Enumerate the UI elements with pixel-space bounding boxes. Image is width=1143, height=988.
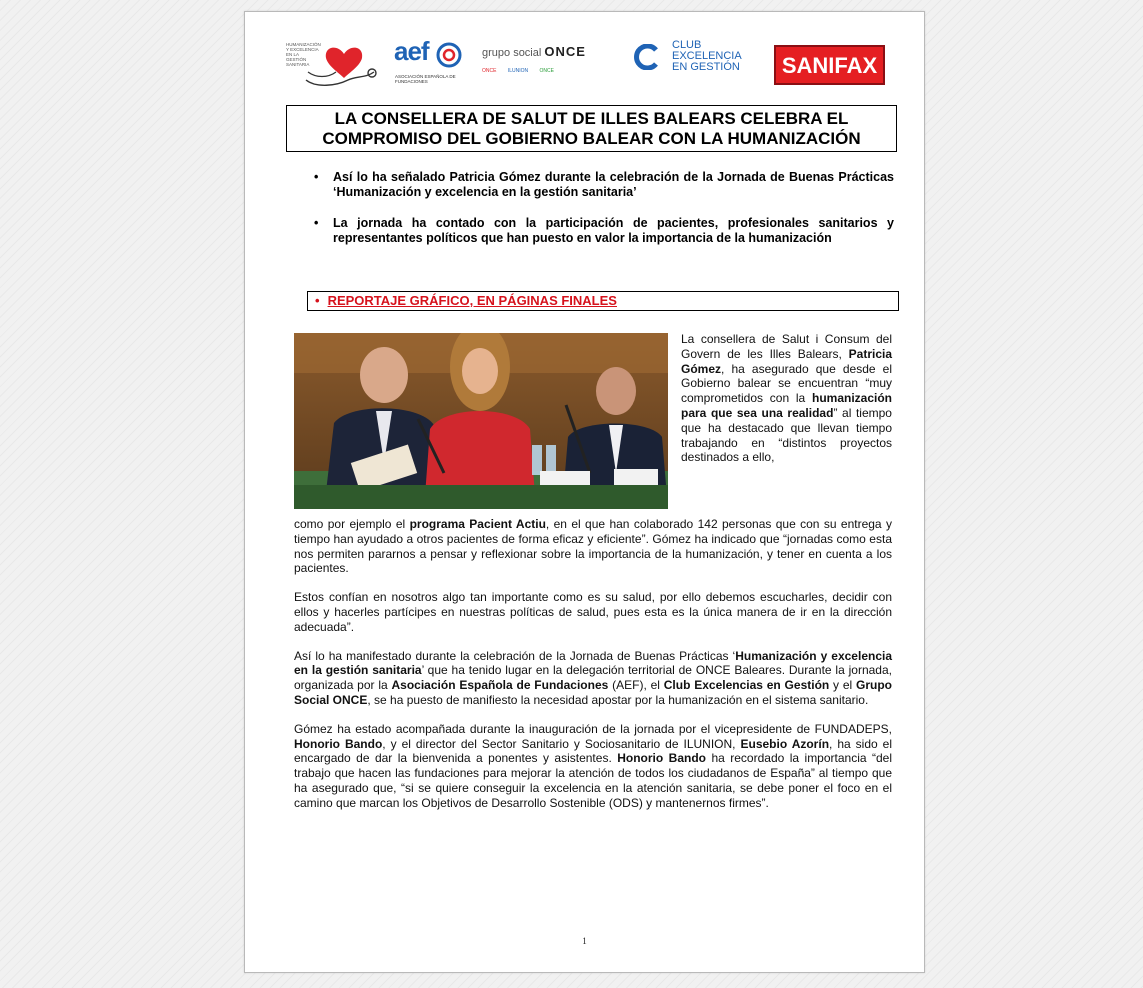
text-run: ’ que ha tenido lugar en la delegación territorial de ONCE Baleares. Durante la jornada, organizada por la [294,663,892,693]
text-run: y el [829,678,856,693]
fundaciones-logo [286,42,382,88]
text-run: , se ha puesto de manifiesto la necesidad apostar por la humanización en el sistema sanitario. [367,692,869,707]
report-bullet: • [315,293,320,308]
text-run: , ha asegurado que desde el Gobierno balear se encuentran “muy comprometidos con la [681,361,892,406]
once-sub-brand: ONCE [539,68,554,74]
club-excelencia-text: CLUB EXCELENCIA EN GESTIÓN [672,39,742,73]
text-run: como por ejemplo el [294,517,410,531]
article-paragraph: Estos confían en nosotros algo tan importante como es su salud, por ello debemos escucharles, decidir con ellos y hacerles partícipes en nuestras políticas de salud, pues esta es la única manera de ir en la dirección adecuada”. [294,590,892,634]
grupo-social-once-logo [482,44,622,84]
club-excelencia-logo [634,38,764,84]
fundaciones-logo-text: HUMANIZACIÓN Y EXCELENCIA EN LA GESTIÓN SANITARIA [286,42,321,67]
text-run: , en el que han colaborado 142 personas que con su entrega y tiempo han ayudado a otros pacientes de forma eficaz y eficiente”. Gómez ha indicado que “jornadas como esta nos permiten pararnos a pensar y reflexionar sobre la importancia de la humanización, y tener en cuenta a los pacientes. [294,517,892,576]
event-photo [294,333,668,509]
headline: LA CONSELLERA DE SALUT DE ILLES BALEARS CELEBRA EL COMPROMISO DEL GOBIERNO BALEAR CON LA HUMANIZACIÓN [286,105,897,152]
text-run: ” al tiempo que ha destacado que llevan tiempo trabajando en “distintos proyectos destinados a ello, [681,405,892,465]
event-photo-illustration [294,333,668,509]
text-bold: humanización para que sea una realidad [681,391,892,420]
article-intro-column [681,332,892,465]
document-page [244,11,925,973]
once-prefix: grupo social [482,47,542,59]
text-bold: Eusebio Azorín [740,736,830,751]
text-bold: Honorio Bando [294,736,383,751]
once-sub-brands [482,68,564,74]
aef-logo-text: aef [394,36,429,66]
text-bold: Grupo Social ONCE [294,678,892,707]
text-run: (AEF), el [608,678,664,693]
aef-logo [394,38,464,90]
article-body [294,517,892,825]
summary-bullet: • Así lo ha señalado Patricia Gómez durante la celebración de la Jornada de Buenas Prácticas ‘Humanización y excelencia en la gestión sanitaria’ [314,170,894,200]
text-run: Así lo ha manifestado durante la celebración de la Jornada de Buenas Prácticas ‘ [294,648,736,663]
text-bold: Honorio Bando [617,751,707,766]
text-run: , y el director del Sector Sanitario y Sociosanitario de ILUNION, [382,736,741,751]
page-number: 1 [582,936,587,946]
aef-logo-subtitle: ASOCIACIÓN ESPAÑOLA DE FUNDACIONES [395,74,456,84]
club-ring-icon [634,44,660,70]
summary-bullet: • La jornada ha contado con la participación de pacientes, profesionales sanitarios y representantes políticos que han puesto en valor la importancia de la humanización [314,216,894,246]
heart-stethoscope-icon [286,42,382,88]
photo-report-banner [307,291,899,311]
article-paragraph [294,517,892,576]
text-bold: programa Pacient Actiu [409,517,546,531]
summary-bullets [314,170,894,262]
text-run: Gómez ha estado acompañada durante la inauguración de la jornada por el vicepresidente de FUNDADEPS, [294,721,892,736]
text-bold: Patricia Gómez [681,346,892,376]
once-sub-brand: ONCE [482,68,497,74]
sanifax-logo: SANIFAX [774,45,885,85]
article-paragraph [294,649,892,708]
once-name: ONCE [544,44,586,59]
aef-swirl-icon [434,40,464,70]
text-run: La consellera de Salut i Consum del Govern de les Illes Balears, [681,332,892,361]
logo-strip [286,38,886,92]
once-sub-brand: ILUNION [507,68,529,74]
article-paragraph [294,722,892,811]
text-bold: Club Excelencias en Gestión [663,678,830,693]
text-bold: Asociación Española de Fundaciones [391,678,609,693]
text-bold: Humanización y excelencia en la gestión sanitaria [294,648,892,678]
text-run: ha recordado la importancia “del trabajo que hacen las fundaciones para mejorar la atención de todos los ciudadanos de España” al tiempo que ha asegurado que, “si se quiere conseguir la excelencia en la atención sanitaria, se debe poner el foco en el camino que marcan los Objetivos de Desarrollo Sostenible (ODS) y mantenernos firmes”. [294,751,893,810]
text-run: , ha sido el encargado de dar la bienvenida a ponentes y asistentes. [294,736,892,766]
photo-report-link[interactable]: REPORTAJE GRÁFICO, EN PÁGINAS FINALES [327,293,617,308]
